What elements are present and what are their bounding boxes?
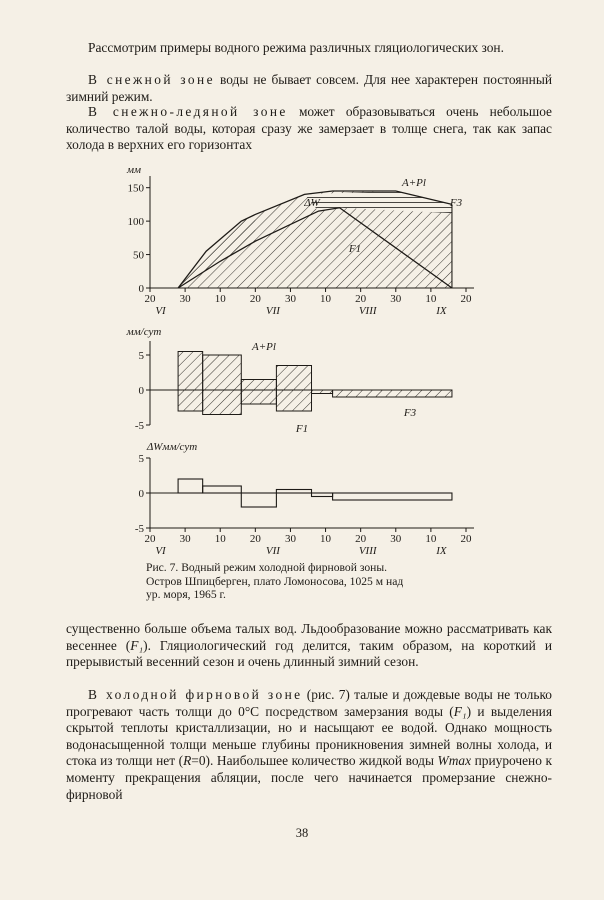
- month-label: VIII: [358, 305, 377, 317]
- x-tick-label: 10: [214, 293, 226, 305]
- x-tick-label: 10: [425, 533, 437, 545]
- paragraph-5-text-b: ) и выделения скрытой теплоты кристаллизации, но и насыщают ее водой. Однако мощность водонасыщенной толщи меньше глубины проникновения зимней волны холода, и стока из толщи нет (: [66, 703, 553, 769]
- x-tick-label: 30: [390, 293, 402, 305]
- paragraph-5: [66, 687, 552, 803]
- paragraph-4-text-b: ). Гляциологический год делится, таким образом, на короткий и прерывистый весенний сезон и очень длинный зимний сезон.: [66, 637, 552, 670]
- delta-w-chart: [135, 441, 474, 557]
- bar-f3: [312, 390, 333, 394]
- bar-a-pl: [178, 352, 203, 391]
- label-f3: F3: [403, 407, 417, 419]
- bar-delta-w: [241, 493, 276, 507]
- page-number: 38: [295, 826, 309, 840]
- month-label: VIII: [358, 545, 377, 557]
- caption-line-2: Остров Шпицберген, плато Ломоносова, 1025 м над: [146, 574, 404, 588]
- y-tick-label: 0: [138, 385, 144, 397]
- bar-f3: [333, 390, 452, 397]
- y-axis-label: ΔWмм/сут: [146, 441, 198, 453]
- month-label: VII: [265, 545, 280, 557]
- snow-zone-term: В снежной зоне: [88, 72, 215, 87]
- y-tick-label: 150: [127, 182, 144, 195]
- bar-f1: [276, 390, 311, 411]
- y-tick-label: 5: [138, 453, 144, 465]
- y-tick-label: -5: [134, 420, 144, 432]
- x-tick-label: 20: [460, 293, 472, 305]
- bar-a-pl: [276, 366, 311, 391]
- label-delta-w: ΔW: [304, 197, 320, 209]
- y-tick-label: -5: [134, 523, 144, 535]
- bar-delta-w: [276, 490, 311, 494]
- x-tick-label: 20: [144, 293, 156, 305]
- bar-delta-w: [178, 479, 203, 493]
- x-tick-label: 30: [284, 293, 296, 305]
- x-tick-label: 30: [179, 293, 191, 305]
- bar-delta-w: [333, 493, 452, 500]
- x-tick-label: 10: [214, 533, 226, 545]
- x-tick-label: 30: [179, 533, 191, 545]
- snow-ice-zone-term: В снежно-ледяной зоне: [88, 104, 288, 119]
- bar-a-pl: [241, 380, 276, 391]
- x-tick-label: 20: [355, 533, 367, 545]
- paragraph-2-text: воды не бывает совсем. Для нее характерен постоянный зимний режим.: [66, 72, 552, 104]
- month-label: VII: [265, 305, 280, 317]
- y-tick-label: 50: [133, 249, 144, 262]
- y-tick-label: 5: [138, 350, 144, 362]
- paragraph-5-text-a: (рис. 7) талые и дождевые воды не только прогревают часть толщи до 0°С посредством замерзания воды (: [66, 687, 552, 719]
- x-tick-label: 10: [320, 293, 332, 305]
- x-tick-label: 20: [144, 533, 156, 545]
- bar-delta-w: [312, 493, 333, 497]
- label-f3: F3: [449, 197, 463, 209]
- x-tick-label: 10: [320, 533, 332, 545]
- y-axis-label: мм: [126, 164, 142, 176]
- month-label: IX: [436, 305, 447, 317]
- paragraph-1-text: Рассмотрим примеры водного режима различных гляциологических зон.: [88, 40, 504, 55]
- x-tick-label: 20: [249, 293, 261, 305]
- y-tick-label: 0: [138, 488, 144, 500]
- y-tick-label: 100: [127, 216, 144, 229]
- caption-line-3: ур. моря, 1965 г.: [146, 588, 226, 602]
- bar-f1: [241, 390, 276, 404]
- label-a-pl: A+Pl: [402, 177, 426, 189]
- x-tick-label: 20: [355, 293, 367, 305]
- symbol-f1: F₁: [453, 703, 467, 719]
- daily-flux-chart: [126, 326, 452, 435]
- x-tick-label: 30: [284, 533, 296, 545]
- paragraph-3-text: может образовываться очень небольшое количество талой воды, которая сразу же замерзает в толще снега, так как запас холода в верхних его горизонтах: [66, 104, 552, 153]
- symbol-f1: F₁: [130, 637, 144, 653]
- x-tick-label: 10: [425, 293, 437, 305]
- bar-f1: [178, 390, 203, 411]
- bar-delta-w: [203, 486, 242, 493]
- x-tick-label: 20: [460, 533, 472, 545]
- cumulative-chart: [126, 164, 474, 317]
- month-label: VI: [155, 305, 166, 317]
- y-tick-label: 0: [138, 283, 144, 295]
- x-tick-label: 30: [390, 533, 402, 545]
- figure-caption: [146, 561, 476, 602]
- cold-firn-zone-term: В холодной фирновой зоне: [88, 687, 303, 702]
- paragraph-4: [66, 621, 552, 671]
- month-label: VI: [155, 545, 166, 557]
- paragraph-4-text-a: существенно больше объема талых вод. Льдообразование можно рассматривать как весеннее (: [66, 621, 552, 653]
- x-tick-label: 20: [249, 533, 261, 545]
- month-label: IX: [436, 545, 447, 557]
- y-axis-label: мм/сут: [126, 326, 162, 338]
- paragraph-5-text-c: =0). Наибольшее количество жидкой воды: [191, 753, 438, 769]
- bar-a-pl: [203, 355, 242, 390]
- bar-f1: [203, 390, 242, 415]
- paragraph-5-text-d: приурочено к моменту прекращения абляции, после чего начинается промерзание снежно-фирновой: [66, 753, 552, 802]
- label-a-pl: A+Pl: [252, 341, 276, 353]
- label-f1: F1: [348, 243, 362, 255]
- symbol-r: R: [183, 753, 192, 769]
- symbol-wmax: Wmax: [437, 753, 472, 769]
- label-f1: F1: [295, 423, 309, 435]
- caption-line-1: Рис. 7. Водный режим холодной фирновой зоны.: [146, 561, 388, 574]
